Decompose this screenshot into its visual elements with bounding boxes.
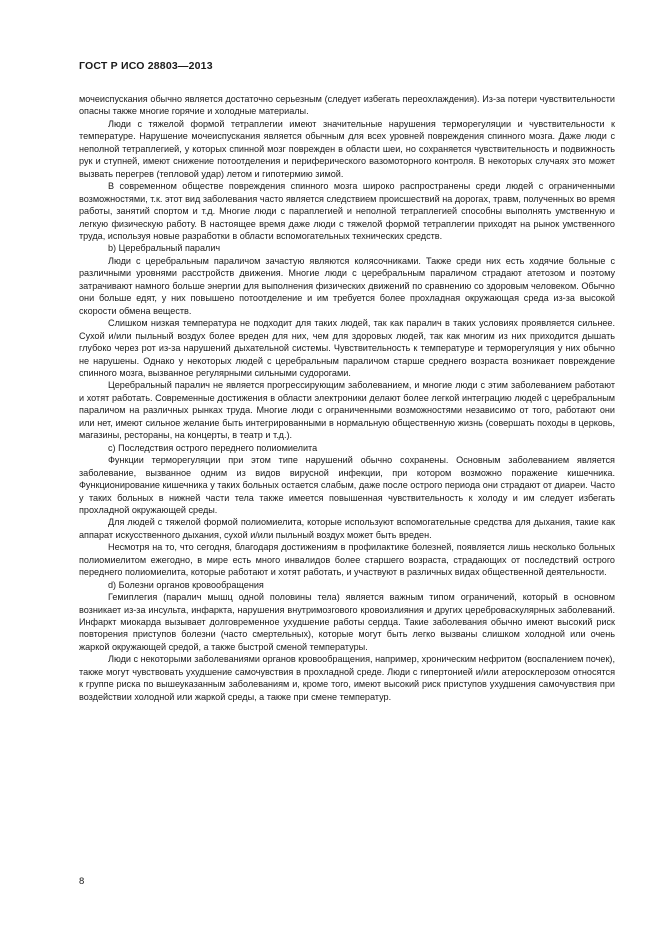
document-header: ГОСТ Р ИСО 28803—2013 — [79, 60, 213, 72]
page-number: 8 — [79, 876, 85, 887]
paragraph: Функции терморегуляции при этом типе нарушений обычно сохранены. Основным заболеванием является заболевание, вызванное одним из видов вирусной инфекции, при котором возможно поражение кишечника. Функционирование кишечника у таких больных остается слабым, даже после острого периода они страдают от диареи. Часто у таких больных в нижней части тела также имеется повышенная чувствительность к холоду и им следует избегать прохладной окружающей среды. — [79, 455, 615, 515]
paragraph: Слишком низкая температура не подходит для таких людей, так как паралич в таких условиях проявляется сильнее. Сухой и/или пыльный воздух более вреден для них, чем для здоровых людей, так как многим из них приходится дышать глубоко через рот из-за нарушений дыхательной системы. Чувствительность к температуре и терморегуляция у них обычно не нарушены. Однако у некоторых людей с церебральным параличом старше среднего возраста возникает повреждение спинного мозга, вызванное регулярными сильными судорогами. — [79, 318, 615, 378]
paragraph: Для людей с тяжелой формой полиомиелита, которые используют вспомогательные средства для дыхания, такие как аппарат искусственного дыхания, сухой и/или пыльный воздух может быть вреден. — [79, 517, 615, 540]
paragraph: Люди с некоторыми заболеваниями органов кровообращения, например, хроническим нефритом (воспалением почек), также могут чувствовать ухудшение самочувствия в прохладной среде. Люди с гипертонией и/или атеросклерозом относятся к группе риска по вышеуказанным заболеваниям и, кроме того, имеют высокий риск приступов ухудшения самочувствия при воздействии холодной или жаркой среды, а также при смене температур. — [79, 654, 615, 702]
paragraph: Люди с тяжелой формой тетраплегии имеют значительные нарушения терморегуляции и чувствительности к температуре. Нарушение мочеиспускания является обычным для всех уровней повреждения спинного мозга. Даже люди с неполной тетраплегией, у которых спинной мозг поврежден в области шеи, но сохраняется чувствительность и подвижность рук и ступней, имеют снижение потоотделения и периферического вазомоторного контроля. В некоторых случаях это может вызвать перегрев (тепловой удар) летом и гипотермию зимой. — [79, 118, 615, 179]
subsection-heading: c) Последствия острого переднего полиомиелита — [108, 442, 318, 453]
paragraph: В современном обществе повреждения спинного мозга широко распространены среди людей с ограниченными возможностями, т.к. этот вид заболевания часто является следствием происшествий на дорогах, травм, полученных во время работы, занятий спортом и т.д. Многие люди с параплегией и неполной тетраплегией способны выполнять умственную и легкую физическую работу. В настоящее время даже люди с тяжелой формой тетраплегии приходят на рынок умственного труда, используя новые разработки в области вспомогательных технических средств. — [79, 181, 615, 241]
subsection-heading: d) Болезни органов кровообращения — [108, 579, 264, 590]
paragraph: Несмотря на то, что сегодня, благодаря достижениям в профилактике болезней, появляется лишь несколько больных полиомиелитом ежегодно, в мире есть много инвалидов более старшего возраста, страдающих от последствий острого переднего полиомиелита, которые работают и хотят работать, и участвуют в различных видах общественной деятельности. — [79, 542, 615, 578]
paragraph: Люди с церебральным параличом зачастую являются колясочниками. Также среди них есть ходячие больные с различными уровнями расстройств движения. Многие люди с церебральным параличом страдают атетозом и поэтому затрачивают намного больше энергии для выполнения физических движений по сравнению со здоровым человеком. Обычно они больше едят, у них повышено потоотделение и им требуется более прохладная окружающая среда из-за высокой скорости обмена веществ. — [79, 255, 615, 316]
subsection-heading: b) Церебральный паралич — [108, 243, 221, 254]
paragraph: Церебральный паралич не является прогрессирующим заболеванием, и многие люди с этим заболеванием работают и хотят работать. Современные достижения в области электроники делают более легкой интеграцию людей с церебральным параличом на различных рынках труда. Многие люди с ограниченными возможностями независимо от того, работают они или нет, имеют сильное желание быть интегрированными в нормальную общественную жизнь (совершать походы в церковь, магазины, рестораны, на концерты, в театр и т.д.). — [79, 380, 615, 441]
page-body — [79, 93, 615, 703]
paragraph: Гемиплегия (паралич мышц одной половины тела) является важным типом ограничений, который в основном возникает из-за инсульта, инфаркта, нарушения внутримозгового кровоизлияния и других цереброваскулярных заболеваний. Инфаркт миокарда вызывает долговременное ухудшение работы сердца. Такие заболевания обычно имеют высокий риск повторения приступов болезни (часто смертельных), которые могут быть легко вызваны слишком холодной или очень жаркой окружающей средой, а также быстрой сменой температуры. — [79, 592, 615, 652]
paragraph: мочеиспускания обычно является достаточно серьезным (следует избегать переохлаждения). Из-за потери чувствительности опасны также многие горячие и холодные материалы. — [79, 94, 615, 117]
